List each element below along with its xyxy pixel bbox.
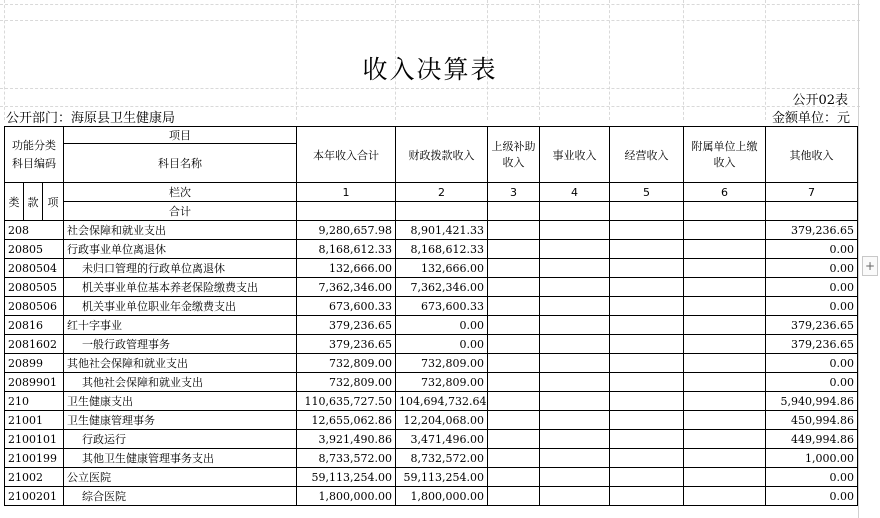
table-row[interactable]: [5, 468, 858, 487]
table-row[interactable]: [5, 316, 858, 335]
table-row[interactable]: [5, 373, 858, 392]
row-fiscal: 1,800,000.00: [396, 487, 488, 506]
row-empty: [488, 259, 540, 278]
row-code: 2089901: [5, 373, 64, 392]
row-empty: [488, 373, 540, 392]
row-empty: [610, 354, 684, 373]
row-total: 732,809.00: [297, 373, 396, 392]
item-header: 项目: [64, 127, 297, 144]
row-empty: [540, 259, 610, 278]
row-empty: [540, 430, 610, 449]
row-empty: [610, 221, 684, 240]
lei-header: 类: [5, 183, 24, 221]
row-code: 20805: [5, 240, 64, 259]
row-empty: [684, 297, 766, 316]
row-fiscal: 8,732,572.00: [396, 449, 488, 468]
row-empty: [684, 392, 766, 411]
row-empty: [540, 316, 610, 335]
row-fiscal: 8,901,421.33: [396, 221, 488, 240]
row-empty: [540, 335, 610, 354]
row-empty: [540, 297, 610, 316]
row-fiscal: 0.00: [396, 335, 488, 354]
row-empty: [488, 411, 540, 430]
table-row[interactable]: [5, 278, 858, 297]
row-empty: [610, 487, 684, 506]
kuan-header: 款: [24, 183, 43, 221]
row-name: 红十字事业: [64, 316, 297, 335]
row-total: 673,600.33: [297, 297, 396, 316]
row-fiscal: 0.00: [396, 316, 488, 335]
row-total: 379,236.65: [297, 335, 396, 354]
table-row[interactable]: [5, 392, 858, 411]
row-empty: [610, 468, 684, 487]
row-empty: [684, 259, 766, 278]
row-empty: [488, 354, 540, 373]
row-empty: [540, 278, 610, 297]
row-code: 20899: [5, 354, 64, 373]
col-header-4: 事业收入: [540, 127, 610, 183]
row-other: 0.00: [766, 297, 858, 316]
row-empty: [610, 297, 684, 316]
row-name: 综合医院: [64, 487, 297, 506]
row-empty: [684, 221, 766, 240]
row-empty: [610, 392, 684, 411]
col-index-2: 2: [396, 183, 488, 202]
row-empty: [684, 335, 766, 354]
row-total: 1,800,000.00: [297, 487, 396, 506]
row-name: 社会保障和就业支出: [64, 221, 297, 240]
row-empty: [540, 354, 610, 373]
row-other: 449,994.86: [766, 430, 858, 449]
row-total: 8,168,612.33: [297, 240, 396, 259]
row-empty: [610, 430, 684, 449]
row-fiscal: 732,809.00: [396, 354, 488, 373]
row-code: 2100201: [5, 487, 64, 506]
col-header-1: 本年收入合计: [297, 127, 396, 183]
row-code: 2080505: [5, 278, 64, 297]
form-code: 公开02表: [792, 93, 848, 108]
grid-line: [0, 4, 860, 5]
col-index-3: 3: [488, 183, 540, 202]
row-name: 其他社会保障和就业支出: [64, 354, 297, 373]
row-empty: [488, 449, 540, 468]
expand-plus-button[interactable]: +: [862, 256, 878, 276]
unit-label: 金额单位：元: [771, 111, 850, 126]
index-row: [5, 183, 858, 202]
row-empty: [540, 392, 610, 411]
row-empty: [684, 468, 766, 487]
row-fiscal: 132,666.00: [396, 259, 488, 278]
row-total: 379,236.65: [297, 316, 396, 335]
row-empty: [684, 316, 766, 335]
table-row[interactable]: [5, 297, 858, 316]
row-empty: [540, 449, 610, 468]
row-other: 379,236.65: [766, 335, 858, 354]
row-other: 379,236.65: [766, 316, 858, 335]
grid-line: [0, 88, 860, 89]
row-empty: [610, 316, 684, 335]
row-fiscal: 59,113,254.00: [396, 468, 488, 487]
row-empty: [610, 411, 684, 430]
table-row[interactable]: [5, 430, 858, 449]
row-name: 机关事业单位职业年金缴费支出: [64, 297, 297, 316]
row-fiscal: 3,471,496.00: [396, 430, 488, 449]
col-header-5: 经营收入: [610, 127, 684, 183]
row-total: 7,362,346.00: [297, 278, 396, 297]
row-empty: [540, 240, 610, 259]
row-empty: [488, 487, 540, 506]
col-index-6: 6: [684, 183, 766, 202]
row-total: 732,809.00: [297, 354, 396, 373]
row-empty: [540, 468, 610, 487]
header-row: [5, 127, 858, 144]
row-empty: [540, 373, 610, 392]
row-empty: [540, 221, 610, 240]
row-empty: [610, 335, 684, 354]
row-empty: [488, 392, 540, 411]
table-row[interactable]: [5, 221, 858, 240]
row-total: 9,280,657.98: [297, 221, 396, 240]
col-header-3: 上级补助收入: [488, 127, 540, 183]
row-name: 未归口管理的行政单位离退休: [64, 259, 297, 278]
row-total: 12,655,062.86: [297, 411, 396, 430]
row-code: 210: [5, 392, 64, 411]
row-other: 1,000.00: [766, 449, 858, 468]
row-other: 0.00: [766, 259, 858, 278]
row-name: 公立医院: [64, 468, 297, 487]
table-row[interactable]: [5, 354, 858, 373]
row-empty: [610, 259, 684, 278]
row-name: 机关事业单位基本养老保险缴费支出: [64, 278, 297, 297]
row-empty: [684, 449, 766, 468]
func-class-header: 功能分类科目编码: [5, 127, 64, 183]
row-total: 8,733,572.00: [297, 449, 396, 468]
row-empty: [488, 278, 540, 297]
row-empty: [684, 411, 766, 430]
row-empty: [488, 240, 540, 259]
row-name: 卫生健康支出: [64, 392, 297, 411]
row-name: 行政运行: [64, 430, 297, 449]
grid-line: [0, 20, 860, 21]
row-empty: [684, 354, 766, 373]
row-empty: [488, 335, 540, 354]
row-fiscal: 732,809.00: [396, 373, 488, 392]
row-empty: [684, 373, 766, 392]
table-row[interactable]: [5, 240, 858, 259]
row-fiscal: 7,362,346.00: [396, 278, 488, 297]
row-empty: [684, 278, 766, 297]
row-empty: [684, 240, 766, 259]
xiang-header: 项: [43, 183, 64, 221]
row-fiscal: 673,600.33: [396, 297, 488, 316]
row-empty: [610, 278, 684, 297]
row-name: 其他社会保障和就业支出: [64, 373, 297, 392]
row-code: 208: [5, 221, 64, 240]
col-index-1: 1: [297, 183, 396, 202]
row-other: 0.00: [766, 240, 858, 259]
table-row[interactable]: [5, 449, 858, 468]
row-empty: [684, 487, 766, 506]
row-name: 卫生健康管理事务: [64, 411, 297, 430]
row-name: 一般行政管理事务: [64, 335, 297, 354]
row-code: 2100101: [5, 430, 64, 449]
row-empty: [488, 316, 540, 335]
row-total: 59,113,254.00: [297, 468, 396, 487]
row-code: 2080506: [5, 297, 64, 316]
total-row: [5, 202, 858, 221]
row-empty: [488, 468, 540, 487]
row-name: 其他卫生健康管理事务支出: [64, 449, 297, 468]
col-header-6: 附属单位上缴收入: [684, 127, 766, 183]
row-code: 21002: [5, 468, 64, 487]
row-total: 3,921,490.86: [297, 430, 396, 449]
row-other: 379,236.65: [766, 221, 858, 240]
column-index-label: 栏次: [64, 183, 297, 202]
row-other: 0.00: [766, 278, 858, 297]
row-empty: [488, 297, 540, 316]
row-total: 110,635,727.50: [297, 392, 396, 411]
row-fiscal: 104,694,732.64: [396, 392, 488, 411]
col-index-7: 7: [766, 183, 858, 202]
department-label: 公开部门：海原县卫生健康局: [6, 111, 176, 126]
col-index-4: 4: [540, 183, 610, 202]
income-table: [4, 126, 858, 506]
subject-name-header: 科目名称: [64, 144, 297, 183]
row-empty: [684, 430, 766, 449]
row-other: 0.00: [766, 373, 858, 392]
col-header-7: 其他收入: [766, 127, 858, 183]
row-fiscal: 8,168,612.33: [396, 240, 488, 259]
row-empty: [488, 430, 540, 449]
col-index-5: 5: [610, 183, 684, 202]
row-empty: [540, 487, 610, 506]
report-title: 收入决算表: [362, 55, 498, 84]
row-other: 0.00: [766, 354, 858, 373]
row-code: 2100199: [5, 449, 64, 468]
data-rows: [5, 221, 858, 506]
row-code: 2080504: [5, 259, 64, 278]
row-other: 0.00: [766, 468, 858, 487]
col-header-2: 财政拨款收入: [396, 127, 488, 183]
row-other: 5,940,994.86: [766, 392, 858, 411]
table-row[interactable]: [5, 487, 858, 506]
row-empty: [610, 373, 684, 392]
row-name: 行政事业单位离退休: [64, 240, 297, 259]
total-label: 合计: [64, 202, 297, 221]
row-other: 450,994.86: [766, 411, 858, 430]
row-other: 0.00: [766, 487, 858, 506]
row-code: 2081602: [5, 335, 64, 354]
row-total: 132,666.00: [297, 259, 396, 278]
row-empty: [488, 221, 540, 240]
row-code: 21001: [5, 411, 64, 430]
row-empty: [610, 240, 684, 259]
table-row[interactable]: [5, 411, 858, 430]
row-code: 20816: [5, 316, 64, 335]
row-empty: [540, 411, 610, 430]
table-row[interactable]: [5, 259, 858, 278]
row-fiscal: 12,204,068.00: [396, 411, 488, 430]
row-empty: [610, 449, 684, 468]
table-row[interactable]: [5, 335, 858, 354]
